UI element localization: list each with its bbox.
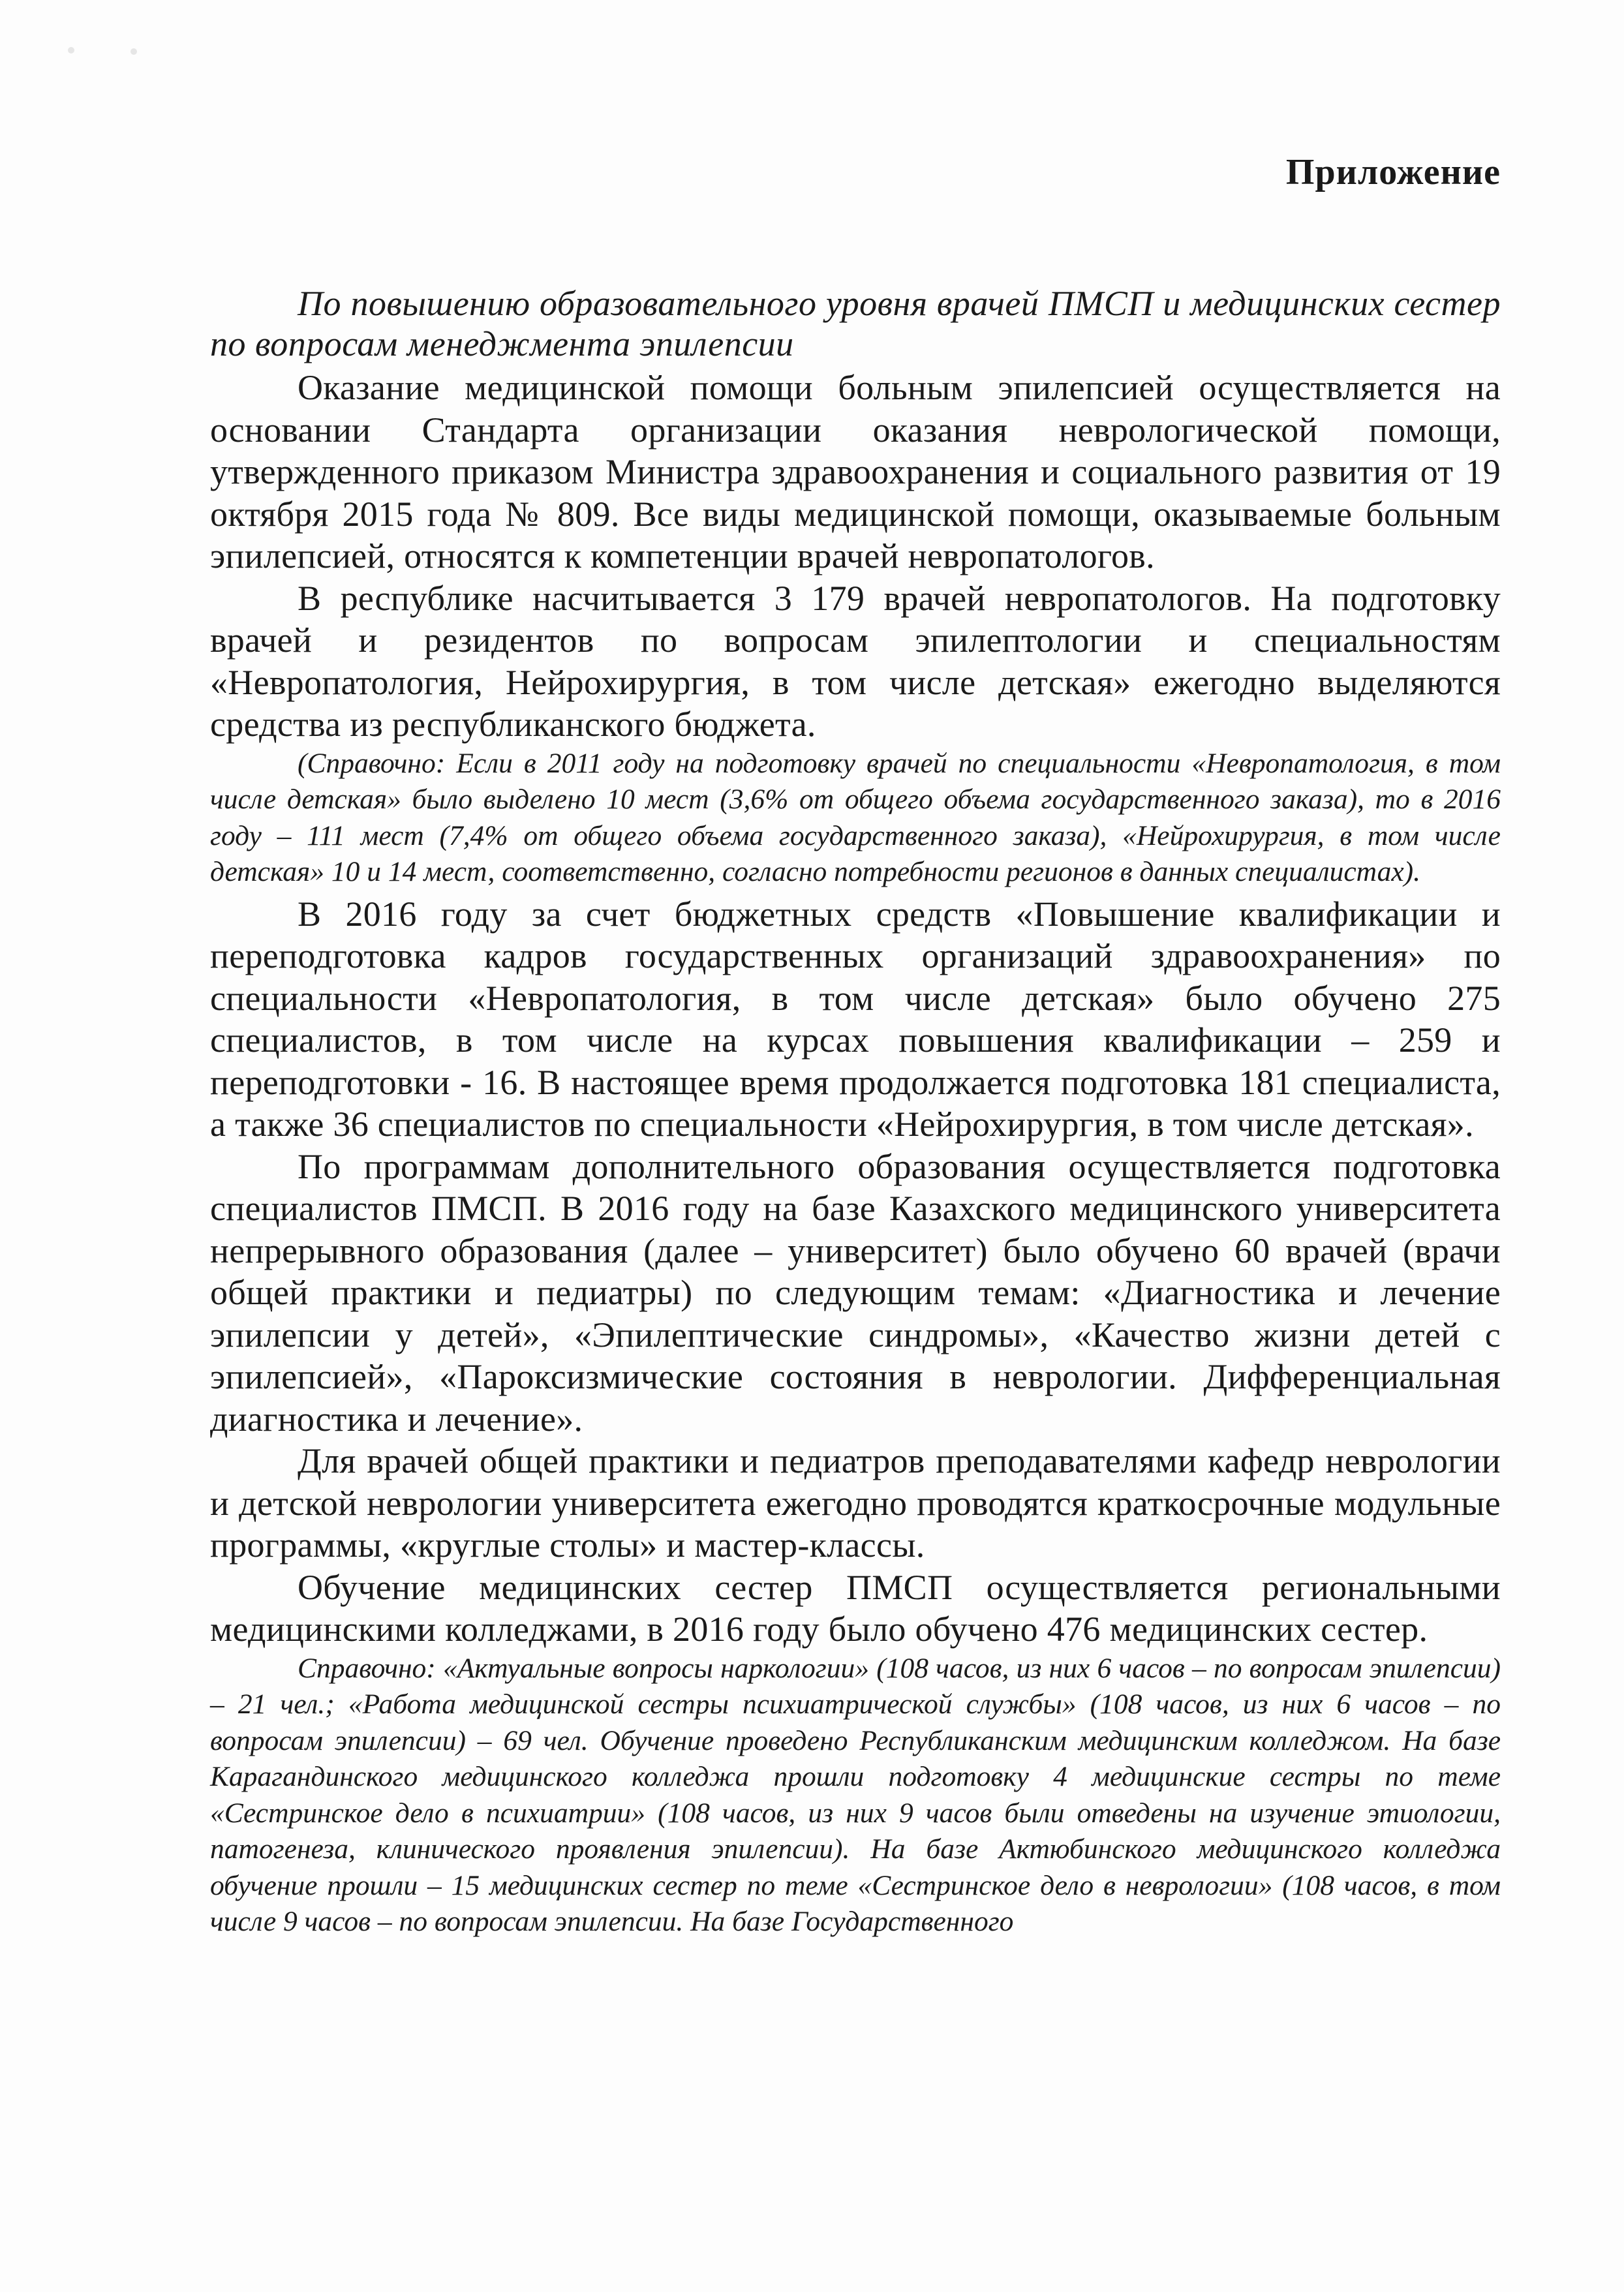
paragraph-neurologists-count: В республике насчитывается 3 179 врачей невропатологов. На подготовку врачей и резидентов по вопросам эпилептологии и специальностям «Невропатология, Нейрохирургия, в том числе детская» ежегодно выделяются средства из республиканского бюджета. (210, 578, 1501, 744)
paragraph-short-courses: Для врачей общей практики и педиатров преподавателями кафедр неврологии и детской неврологии университета ежегодно проводятся краткосрочные модульные программы, «круглые столы» и мастер-классы. (210, 1441, 1501, 1565)
reference-note-nurses: Справочно: «Актуальные вопросы наркологии» (108 часов, из них 6 часов – по вопросам эпилепсии) – 21 чел.; «Работа медицинской сестры психиатрической службы» (108 часов, из них 6 часов – по вопросам эпилепсии) – 69 чел. Обучение проведено Республиканским медицинским колледжом. На базе Карагандинского медицинского колледжа прошли подготовку 4 медицинские сестры по теме «Сестринское дело в психиатрии» (108 часов, из них 9 часов были отведены на изучение этиологии, патогенеза, клинического проявления эпилепсии). На базе Актюбинского медицинского колледжа обучение прошли – 15 медицинских сестер по теме «Сестринское дело в неврологии» (108 часов, в том числе 9 часов – по вопросам эпилепсии. На базе Государственного (210, 1652, 1501, 1937)
paragraph-additional-education: По программам дополнительного образования осуществляется подготовка специалистов ПМСП. В 2016 году на базе Казахского медицинского университета непрерывного образования (далее – университет) было обучено 60 врачей (врачи общей практики и педиатры) по следующим темам: «Диагностика и лечение эпилепсии у детей», «Эпилептические синдромы», «Качество жизни детей с эпилепсией», «Пароксизмические состояния в неврологии. Дифференциальная диагностика и лечение». (210, 1146, 1501, 1439)
paragraph-training-2016: В 2016 году за счет бюджетных средств «Повышение квалификации и переподготовка кадров государственных организаций здравоохранения» по специальности «Невропатология, в том числе детская» было обучено 275 специалистов, в том числе на курсах повышения квалификации – 259 и переподготовки - 16. В настоящее время продолжается подготовка 181 специалиста, а также 36 специалистов по специальности «Нейрохирургия, в том числе детская». (210, 894, 1501, 1144)
paragraph-legal-basis: Оказание медицинской помощи больным эпилепсией осуществляется на основании Стандарта организации оказания неврологической помощи, утвержденного приказом Министра здравоохранения и социального развития от 19 октября 2015 года № 809. Все виды медицинской помощи, оказываемые больным эпилепсией, относятся к компетенции врачей невропатологов. (210, 368, 1501, 575)
scan-speck (130, 48, 137, 55)
document-heading: По повышению образовательного уровня врачей ПМСП и медицинских сестер по вопросам менеджмента эпилепсии (210, 284, 1501, 363)
document-body (210, 367, 1501, 1943)
reference-note-state-order: (Справочно: Если в 2011 году на подготовку врачей по специальности «Невропатология, в том числе детская» было выделено 10 мест (3,6% от общего объема государственного заказа), то в 2016 году – 111 мест (7,4% от общего объема государственного заказа), «Нейрохирургия, в том числе детская» 10 и 14 мест, соответственно, согласно потребности регионов в данных специалистах). (210, 747, 1501, 887)
paragraph-nurses-training: Обучение медицинских сестер ПМСП осуществляется региональными медицинскими колледжами, в 2016 году было обучено 476 медицинских сестер. (210, 1567, 1501, 1649)
scan-speck (68, 47, 74, 53)
appendix-label: Приложение (1285, 152, 1501, 192)
